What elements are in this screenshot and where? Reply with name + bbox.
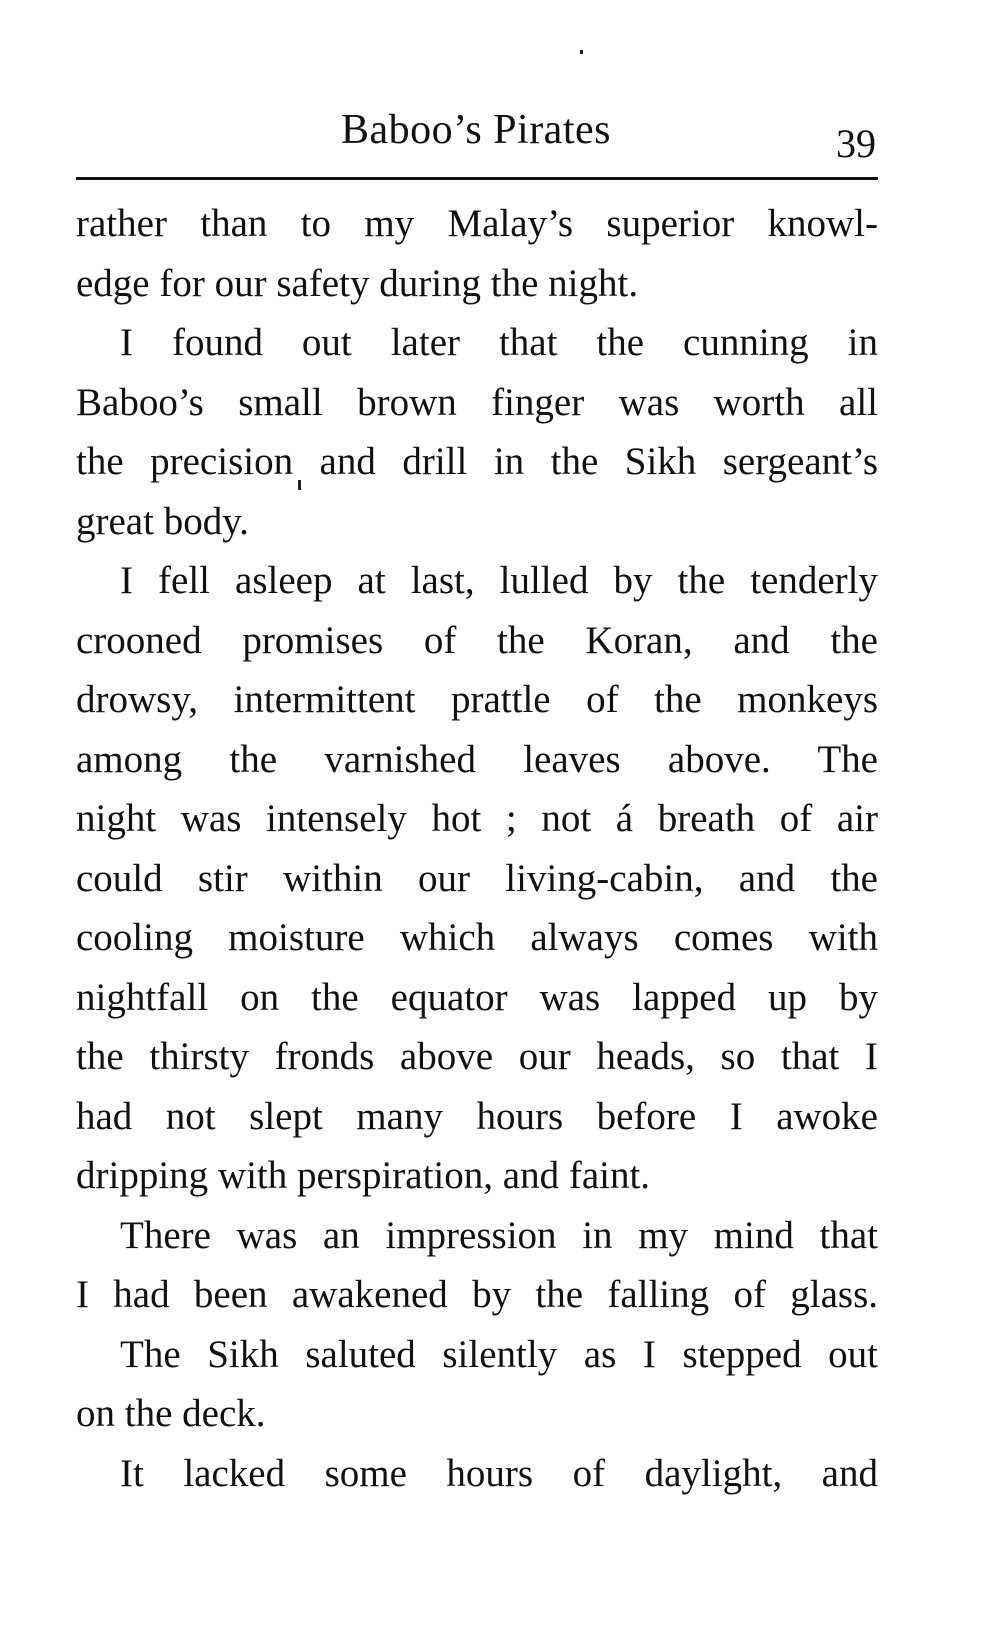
text-line: great body. [76, 499, 249, 543]
text-line: cooling moisture which always comes with [76, 916, 878, 959]
text-line: I fell asleep at last, lulled by the tenderly [120, 559, 878, 602]
page-number: 39 [836, 121, 876, 166]
text-line: drowsy, intermittent prattle of the monkeys [76, 678, 878, 721]
text-line: I had been awakened by the falling of glass. [76, 1273, 878, 1316]
text-line: It lacked some hours of daylight, and [120, 1451, 878, 1495]
text-line: Baboo’s small brown finger was worth all [76, 380, 878, 424]
text-line: edge for our safety during the night. [76, 261, 639, 305]
text-line: crooned promises of the Koran, and the [76, 618, 878, 662]
text-line: I found out later that the cunning in [120, 321, 878, 364]
text-line: There was an impression in my mind that [120, 1213, 878, 1257]
text-line: had not slept many hours before I awoke [76, 1094, 878, 1138]
body-text [76, 194, 878, 1503]
running-title: Baboo’s Pirates [341, 107, 611, 153]
text-line: the precision and drill in the Sikh sergeant’s [76, 440, 878, 483]
text-line: dripping with perspiration, and faint. [76, 1154, 651, 1197]
header-rule [76, 177, 878, 180]
text-line: could stir within our living-cabin, and the [76, 856, 878, 900]
text-line: the thirsty fronds above our heads, so that I [76, 1035, 878, 1078]
text-line: on the deck. [76, 1392, 266, 1435]
text-line: night was intensely hot ; not á breath of air [76, 797, 878, 840]
running-head [76, 104, 876, 164]
text-line: rather than to my Malay’s superior knowl- [76, 202, 878, 245]
text-line: among the varnished leaves above. The [76, 737, 878, 781]
text-line: The Sikh saluted silently as I stepped out [120, 1332, 878, 1376]
text-line: nightfall on the equator was lapped up by [76, 975, 878, 1019]
print-speck [580, 50, 583, 54]
